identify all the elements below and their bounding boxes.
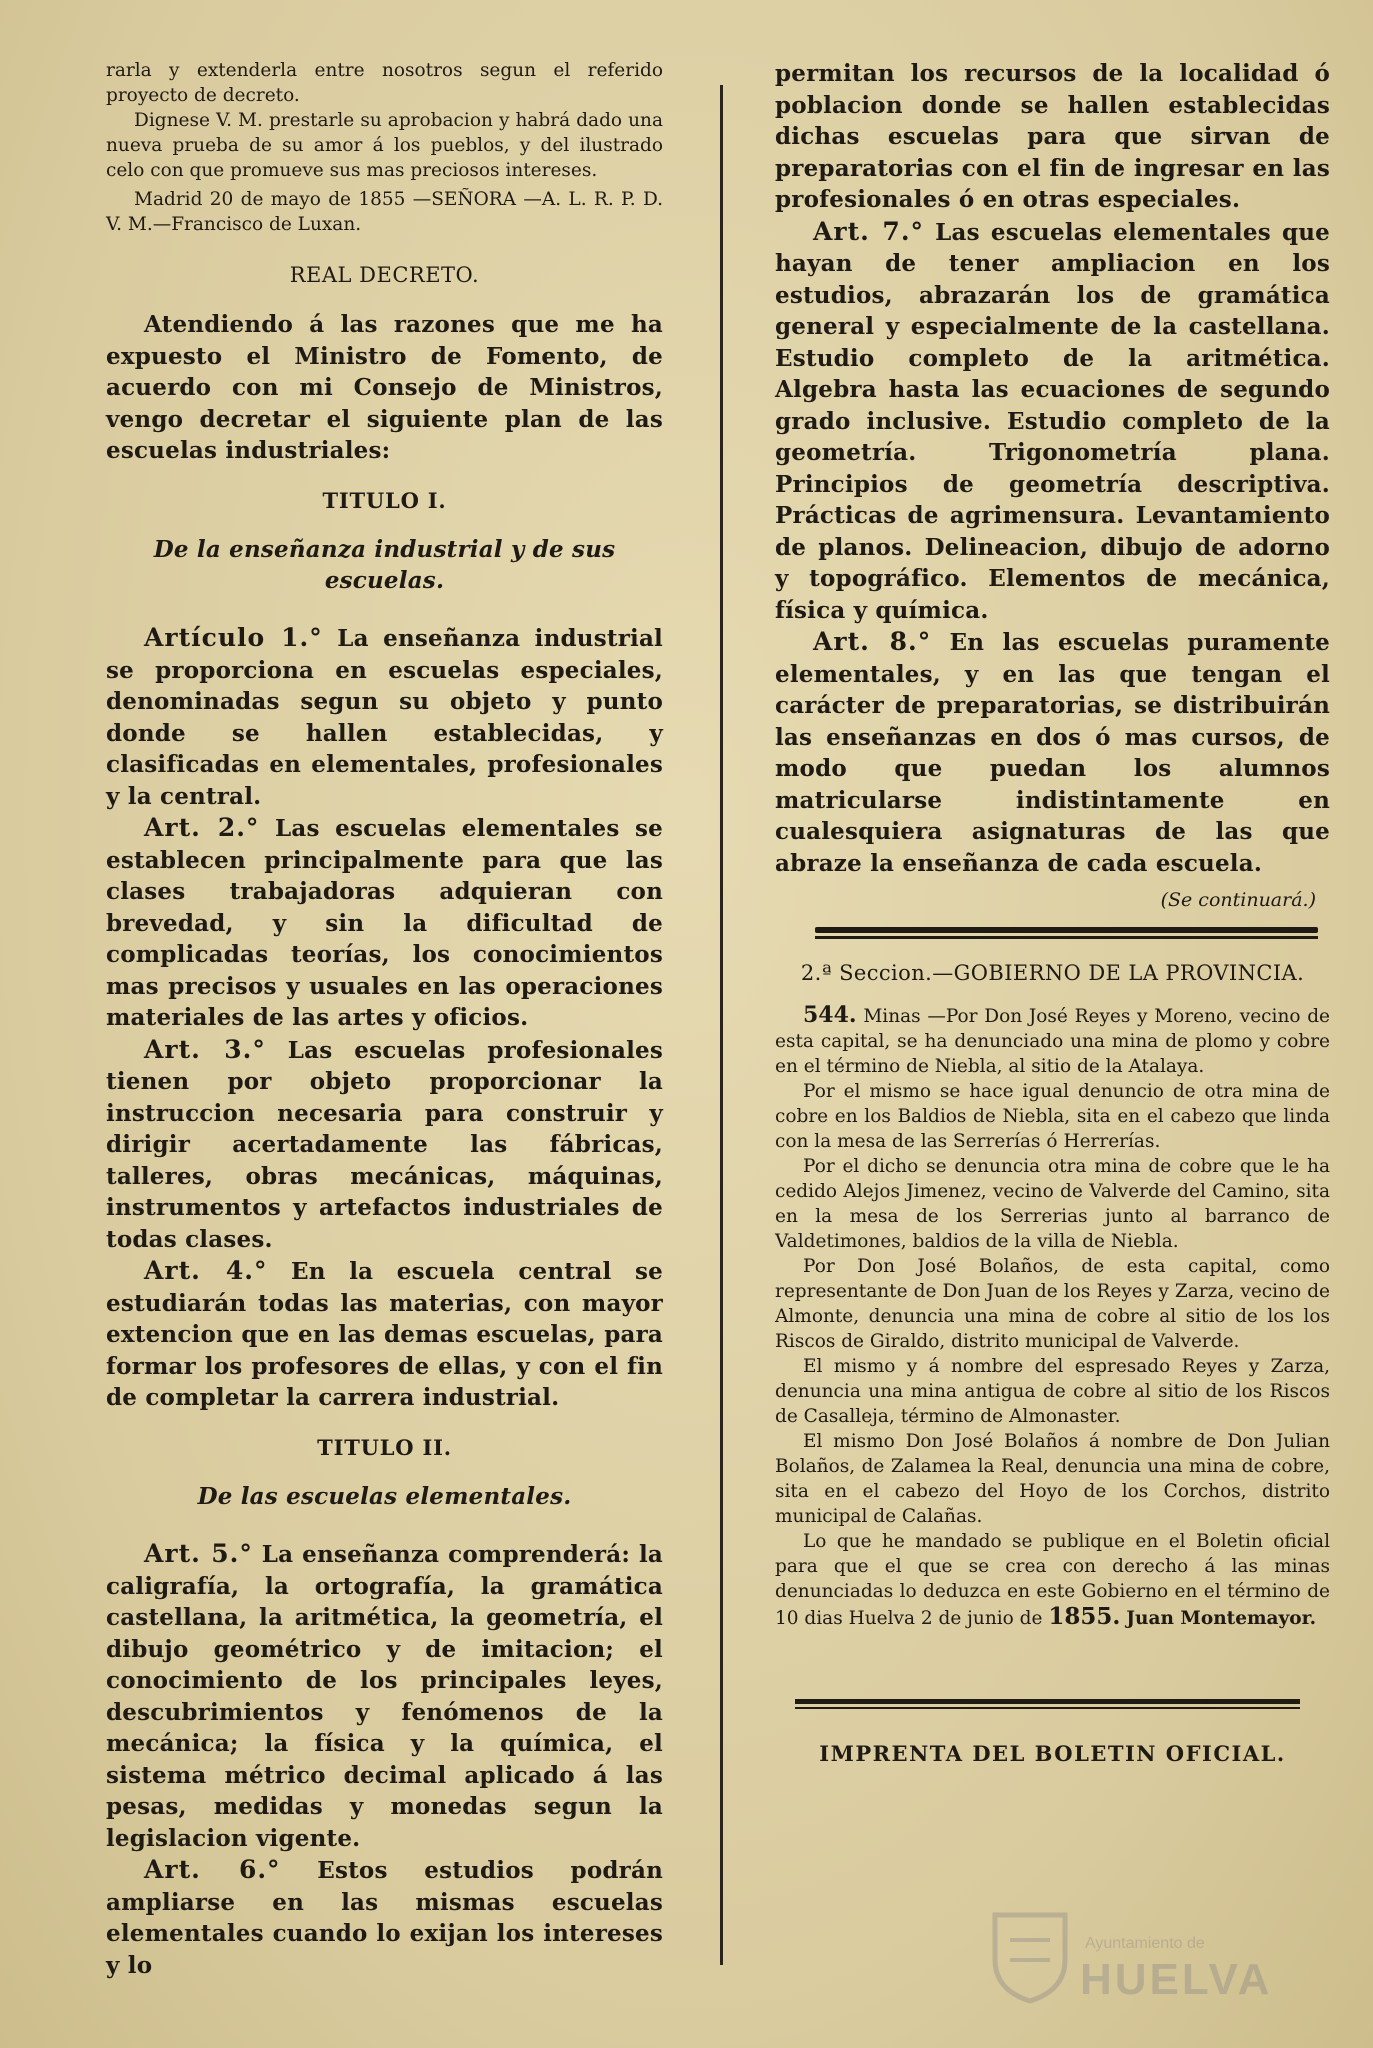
article-6: [106, 1854, 663, 1981]
article-8: [775, 626, 1330, 879]
intro-line-2: Dignese V. M. prestarle su aprobacion y habrá dado una nueva prueba de su amor á los pueblos, y del ilustrado celo con que promueve sus mas preciosos intereses.: [106, 110, 663, 181]
notice-first: [775, 1003, 1330, 1079]
article-6-label: Art. 6.°: [144, 1855, 281, 1884]
footer-rule: [795, 1699, 1300, 1704]
article-6-continuation: permitan los recursos de la localidad ó poblacion donde se hallen establecidas dichas escuelas para que sirvan de preparatorias con el fin de ingresar en las profesionales ó en otras especiales.: [775, 60, 1330, 213]
section-rule: [815, 927, 1318, 933]
notice-paragraph: El mismo Don José Bolaños á nombre de Don Julian Bolaños, de Zalamea la Real, denuncia una mina de cobre, sita en el cabezo del Hoyo de los Corchos, distrito municipal de Calañas.: [775, 1431, 1330, 1527]
notice-paragraph: Por el mismo se hace igual denuncio de otra mina de cobre en los Baldios de Niebla, sita en el cabezo que linda con la mesa de las Serrerías ó Herrerías.: [775, 1081, 1330, 1152]
closing-text: Lo que he mandado se publique en el Boletin oficial para que el que se crea con derecho á las minas denunciadas lo deduzca en este Gobierno en el término de 10 dias Huelva 2 de junio de: [775, 1531, 1330, 1629]
article-1: [106, 622, 663, 812]
printer-imprint: IMPRENTA DEL BOLETIN OFICIAL.: [819, 1741, 1286, 1766]
article-2: [106, 812, 663, 1034]
article-2-text: Las escuelas elementales se establecen principalmente para que las clases trabajadoras adquieran con brevedad, y sin la dificultad de complicadas teorías, los conocimientos mas precisos y usuales en las operaciones materiales de las artes y oficios.: [106, 815, 663, 1031]
article-7-text: Las escuelas elementales que hayan de tener ampliacion en los estudios, abrazarán los de gramática general y especialmente de la castellana. Estudio completo de la aritmética. Algebra hasta las ecuaciones de segundo grado inclusive. Estudio completo de la geometría. Trigonometría plana. Principios de geometría descriptiva. Prácticas de agrimensura. Levantamiento de planos. Delineacion, dibujo de adorno y topográfico. Elementos de mecánica, física y química.: [775, 218, 1330, 624]
article-4-label: Art. 4.°: [144, 1256, 268, 1285]
section-rule-thin: [815, 936, 1318, 939]
archive-watermark: [985, 1905, 1315, 2015]
article-6-text: Estos estudios podrán ampliarse en las mismas escuelas elementales cuando lo exijan los intereses y lo: [106, 1857, 663, 1979]
notice-paragraph: Por el dicho se denuncia otra mina de cobre que le ha cedido Alejos Jimenez, vecino de Valverde del Camino, sita en la mesa de los Serrerias junto al barranco de Valdetimones, baldios de la villa de Niebla.: [775, 1156, 1330, 1252]
shield-icon: [985, 1905, 1075, 2005]
article-5-text: La enseñanza comprenderá: la caligrafía, la ortografía, la gramática castellana, la aritmética, la geometría, el dibujo geométrico y de imitacion; el conocimiento de los principales leyes, descubrimientos y fenómenos de la mecánica; la física y la química, el sistema métrico decimal aplicado á las pesas, medidas y monedas segun la legislacion vigente.: [106, 1541, 663, 1852]
article-5-label: Art. 5.°: [144, 1539, 253, 1568]
column-divider: [720, 85, 723, 1965]
article-5: [106, 1538, 663, 1854]
mining-notices: [775, 1003, 1330, 1631]
article-7: [775, 216, 1330, 627]
article-1-label: Artículo 1.°: [144, 623, 323, 652]
decree-body: [106, 309, 663, 1981]
decree-heading: REAL DECRETO.: [289, 263, 480, 287]
article-2-label: Art. 2.°: [144, 813, 260, 842]
closing-paragraph: [775, 1529, 1330, 1631]
watermark-line-1: Ayuntamiento de: [1085, 1935, 1205, 1952]
notice-paragraph: Por Don José Bolaños, de esta capital, como representante de Don Juan de los Reyes y Zarza, vecino de Almonte, denuncia una mina de cobre al sitio de los los Riscos de Giraldo, distrito municipal de Valverde.: [775, 1256, 1330, 1352]
notice-paragraph: El mismo y á nombre del espresado Reyes y Zarza, denuncia una mina antigua de cobre al sitio de los Riscos de Casalleja, término de Almonaster.: [775, 1356, 1330, 1427]
footer-rule-thin: [795, 1707, 1300, 1709]
article-1-text: La enseñanza industrial se proporciona en escuelas especiales, denominadas segun su objeto y punto donde se hallen establecidas, y clasificadas en elementales, profesionales y la central.: [106, 625, 663, 810]
notice-number: 544.: [803, 1002, 857, 1028]
article-3-text: Las escuelas profesionales tienen por objeto proporcionar la instruccion necesaria para construir y dirigir acertadamente las fábricas, talleres, obras mecánicas, máquinas, instrumentos y artefactos industriales de todas clases.: [106, 1036, 663, 1253]
right-column: [775, 58, 1330, 1766]
notice-first-text: Minas —Por Don José Reyes y Moreno, vecino de esta capital, se ha denunciado una mina de plomo y cobre en el término de Niebla, al sitio de la Atalaya.: [775, 1006, 1331, 1077]
continued-note: (Se continuará.): [1160, 889, 1316, 911]
closing-signature: Juan Montemayor.: [1126, 1608, 1317, 1629]
titulo-1: TITULO I.: [322, 487, 447, 513]
intro-block: [106, 58, 663, 237]
preamble: Atendiendo á las razones que me ha expuesto el Ministro de Fomento, de acuerdo con mi Consejo de Ministros, vengo decretar el siguiente plan de las escuelas industriales:: [106, 311, 663, 464]
article-4: [106, 1255, 663, 1414]
titulo-2: TITULO II.: [317, 1434, 452, 1460]
signature-line: Madrid 20 de mayo de 1855 —SEÑORA —A. L. R. P. D. V. M.—Francisco de Luxan.: [106, 189, 663, 235]
left-column: [106, 58, 663, 1981]
closing-year: 1855.: [1048, 1603, 1121, 1630]
article-7-label: Art. 7.°: [813, 216, 925, 246]
titulo-1-subtitle: De la enseñanza industrial y de sus escuelas.: [153, 536, 616, 594]
watermark-line-2: HUELVA: [1080, 1955, 1273, 2004]
intro-line-1: rarla y extenderla entre nosotros segun el referido proyecto de decreto.: [106, 60, 663, 106]
article-8-text: En las escuelas puramente elementales, y en las que tengan el carácter de preparatorias, se distribuirán las enseñanzas en dos ó mas cursos, de modo que puedan los alumnos matricularse indistintamente en cualesquiera asignaturas de las que abraze la enseñanza de cada escuela.: [775, 629, 1331, 877]
titulo-2-subtitle: De las escuelas elementales.: [197, 1483, 572, 1510]
section-title: 2.ª Seccion.—GOBIERNO DE LA PROVINCIA.: [800, 961, 1305, 985]
article-4-text: En la escuela central se estudiarán todas las materias, con mayor extencion que en las demas escuelas, para formar los profesores de ellas, y con el fin de completar la carrera industrial.: [106, 1258, 663, 1411]
decree-continuation: [775, 58, 1330, 879]
article-8-label: Art. 8.°: [813, 627, 932, 656]
article-3: [106, 1034, 663, 1256]
article-3-label: Art. 3.°: [144, 1034, 266, 1064]
